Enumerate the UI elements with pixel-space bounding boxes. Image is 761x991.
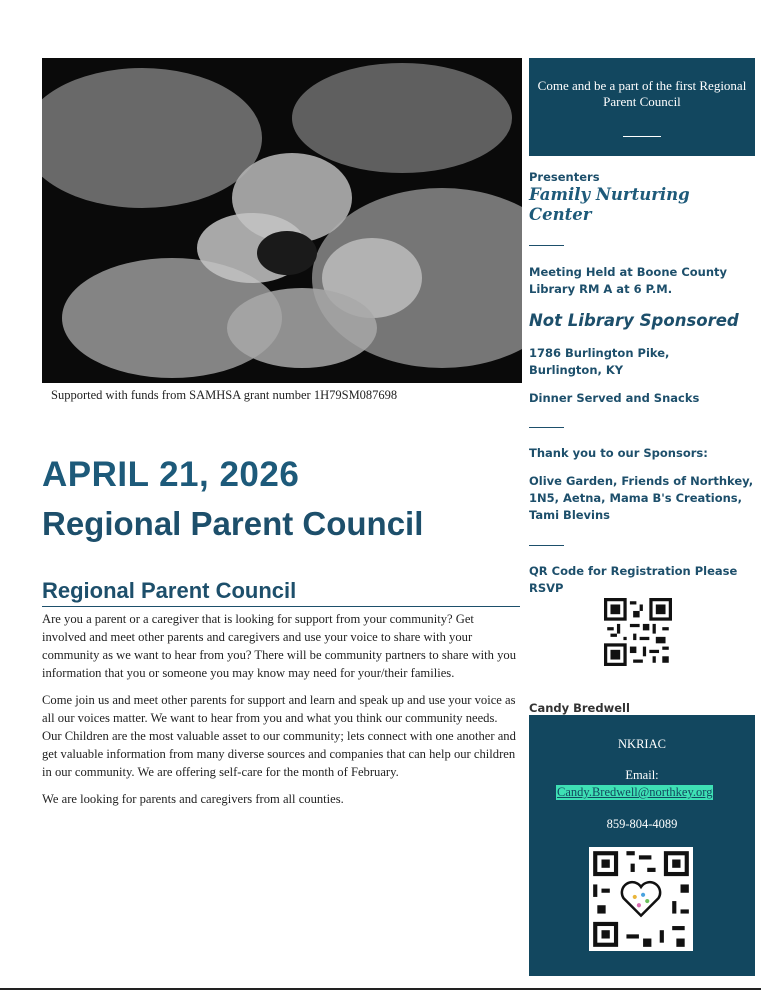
body-text: [42, 610, 520, 817]
contact-name: Candy Bredwell: [529, 701, 630, 715]
divider: [529, 545, 564, 546]
contact-box: [529, 715, 755, 976]
page-bottom-rule: [0, 988, 761, 990]
intro-divider: [623, 136, 661, 137]
org-name: NKRIAC: [618, 737, 666, 751]
paragraph-2: Come join us and meet other parents for support and learn and speak up and use your voice as all our voices matter. We want to hear from you and what you think our community needs. Our Children are the most valuable asset to our community; lets connect with one another and get valuable information from many diverse sources and companies that can help our children in our community. We are offering self-care for the month of February.: [42, 693, 516, 779]
presenter-name: Family Nurturing Center: [529, 185, 690, 224]
meeting-info: Meeting Held at Boone County Library RM A at 6 P.M.: [529, 265, 728, 296]
paragraph-1: Are you a parent or a caregiver that is looking for support from your community? Get involved and meet other parents and caregivers and use your voice to share with your community as we want to hear from you? There will be community partners to share with you information that you or someone you may know may need for your/their families.: [42, 612, 517, 680]
paragraph-3: We are looking for parents and caregivers from all counties.: [42, 792, 344, 806]
presenters-label: Presenters: [529, 170, 600, 184]
hands-photo: [42, 58, 522, 383]
event-title: Regional Parent Council: [42, 505, 424, 542]
sidebar-intro-box: [529, 58, 755, 156]
hands-icon: [42, 58, 522, 383]
heart-qr-code-icon: [589, 847, 693, 951]
phone-number: 859-804-4089: [606, 817, 678, 831]
grant-caption: Supported with funds from SAMHSA grant number 1H79SM087698: [51, 388, 398, 402]
contact-qr-code[interactable]: [589, 847, 693, 951]
sponsors-list: Olive Garden, Friends of Northkey, 1N5, Aetna, Mama B's Creations, Tami Blevins: [529, 474, 754, 522]
sidebar-intro: Come and be a part of the first Regional Parent Council: [537, 78, 747, 109]
qr-code-icon: [604, 598, 672, 666]
address: 1786 Burlington Pike, Burlington, KY: [529, 346, 670, 377]
email-link[interactable]: Candy.Bredwell@northkey.org: [557, 785, 713, 799]
not-sponsored: Not Library Sponsored: [529, 311, 739, 330]
event-date: APRIL 21, 2026: [42, 455, 300, 494]
email-label: Email:: [625, 768, 659, 782]
sponsors-label: Thank you to our Sponsors:: [529, 446, 708, 460]
registration-qr-code[interactable]: [604, 598, 672, 666]
divider: [529, 245, 564, 246]
qr-label: QR Code for Registration Please RSVP: [529, 564, 738, 595]
food-info: Dinner Served and Snacks: [529, 391, 700, 405]
divider: [529, 427, 564, 428]
section-heading: Regional Parent Council: [42, 578, 520, 607]
